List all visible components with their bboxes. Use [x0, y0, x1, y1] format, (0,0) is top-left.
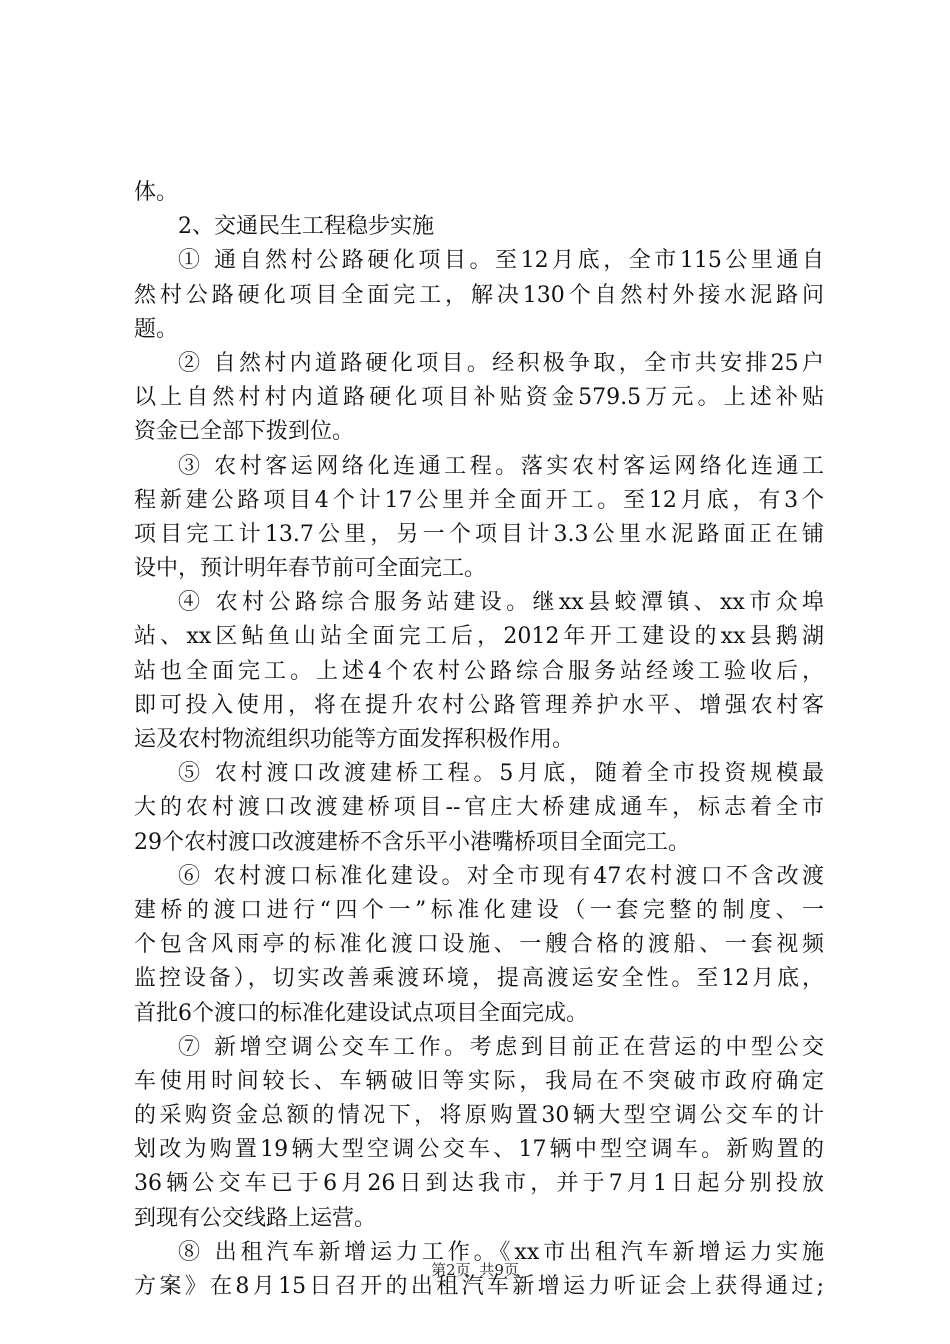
text-line: ② 自然村内道路硬化项目。经积极争取，全市共安排25户 — [178, 350, 824, 376]
text-line: 题。 — [134, 316, 179, 342]
text-line: 以上自然村村内道路硬化项目补贴资金579.5万元。上述补贴 — [134, 385, 824, 411]
text-line: 然村公路硬化项目全面完工，解决130个自然村外接水泥路问 — [134, 282, 824, 308]
page-footer — [0, 1259, 950, 1280]
text-line: 大的农村渡口改渡建桥项目--官庄大桥建成通车，标志着全市 — [134, 795, 824, 821]
page-total: 共9页 — [479, 1261, 519, 1279]
text-line: 设中，预计明年春节前可全面完工。 — [134, 556, 487, 582]
text-line: 即可投入使用，将在提升农村公路管理养护水平、增强农村客 — [134, 692, 824, 718]
text-line: ⑤ 农村渡口改渡建桥工程。5月底，随着全市投资规模最 — [178, 761, 824, 787]
text-line: 体。 — [134, 180, 179, 205]
text-line: ① 通自然村公路硬化项目。至12月底，全市115公里通自 — [178, 248, 824, 274]
text-line: 2、交通民生工程稳步实施 — [178, 214, 434, 240]
text-line: 划改为购置19辆大型空调公交车、17辆中型空调车。新购置的 — [134, 1137, 824, 1163]
text-line: 车使用时间较长、车辆破旧等实际，我局在不突破市政府确定 — [134, 1068, 824, 1094]
text-line: 首批6个渡口的标准化建设试点项目全面完成。 — [134, 1000, 588, 1026]
text-line: 29个农村渡口改渡建桥不含乐平小港嘴桥项目全面完工。 — [134, 829, 690, 855]
text-line: 方案》在8月15日召开的出租汽车新增运力听证会上获得通过; — [134, 1274, 824, 1299]
text-line: ③ 农村客运网络化连通工程。落实农村客运网络化连通工 — [178, 453, 824, 479]
text-line: 监控设备），切实改善乘渡环境，提高渡运安全性。至12月底， — [134, 966, 824, 992]
page-number: 第2页 — [431, 1261, 471, 1279]
text-line: 项目完工计13.7公里，另一个项目计3.3公里水泥路面正在铺 — [134, 521, 824, 547]
body-text — [134, 176, 824, 1304]
text-line: 程新建公路项目4个计17公里并全面开工。至12月底，有3个 — [134, 487, 824, 513]
text-line: 到现有公交线路上运营。 — [134, 1205, 377, 1231]
text-line: 建桥的渡口进行“四个一”标准化建设（一套完整的制度、一 — [134, 897, 824, 923]
text-line: 站、xx区鲇鱼山站全面完工后，2012年开工建设的xx县鹅湖 — [134, 624, 824, 650]
text-line: 运及农村物流组织功能等方面发挥积极作用。 — [134, 727, 575, 752]
text-line: ⑧ 出租汽车新增运力工作。《xx市出租汽车新增运力实施 — [178, 1239, 824, 1265]
text-line: 个包含风雨亭的标准化渡口设施、一艘合格的渡船、一套视频 — [134, 932, 824, 958]
text-line: 的采购资金总额的情况下，将原购置30辆大型空调公交车的计 — [134, 1103, 824, 1129]
text-line: ④ 农村公路综合服务站建设。继xx县蛟潭镇、xx市众埠 — [178, 590, 824, 616]
text-line: ⑥ 农村渡口标准化建设。对全市现有47农村渡口不含改渡 — [178, 863, 824, 889]
text-line: ⑦ 新增空调公交车工作。考虑到目前正在营运的中型公交 — [178, 1034, 824, 1060]
text-line: 资金已全部下拨到位。 — [134, 419, 355, 445]
text-line: 36辆公交车已于6月26日到达我市，并于7月1日起分别投放 — [134, 1171, 824, 1197]
text-line: 站也全面完工。上述4个农村公路综合服务站经竣工验收后， — [134, 658, 824, 684]
